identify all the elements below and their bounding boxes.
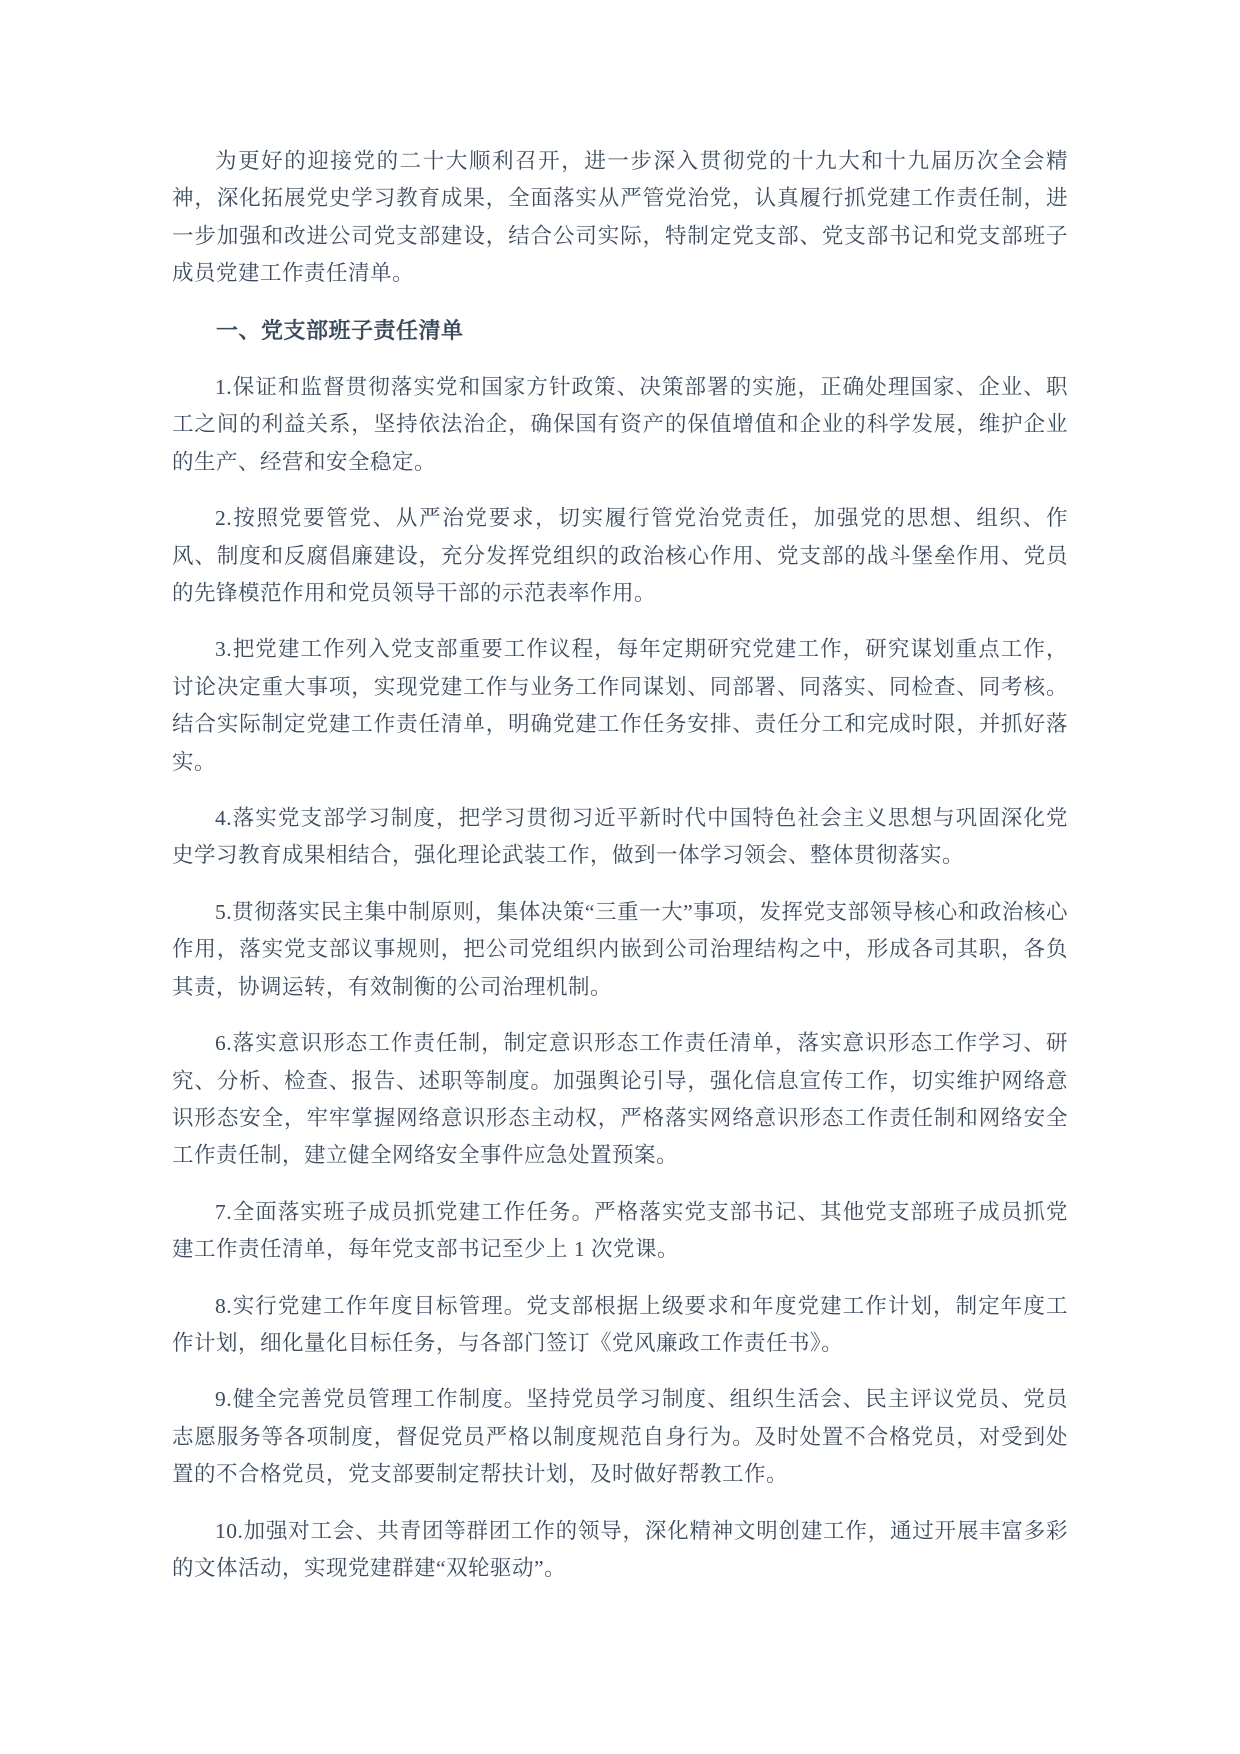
list-item-6: 6.落实意识形态工作责任制，制定意识形态工作责任清单，落实意识形态工作学习、研究、分析、检查、报告、述职等制度。加强舆论引导，强化信息宣传工作，切实维护网络意识形态安全，牢牢掌握网络意识形态主动权，严格落实网络意识形态工作责任制和网络安全工作责任制，建立健全网络安全事件应急处置预案。 bbox=[172, 1031, 1068, 1168]
list-item-4: 4.落实党支部学习制度，把学习贯彻习近平新时代中国特色社会主义思想与巩固深化党史学习教育成果相结合，强化理论武装工作，做到一体学习领会、整体贯彻落实。 bbox=[172, 806, 1068, 868]
list-item-9: 9.健全完善党员管理工作制度。坚持党员学习制度、组织生活会、民主评议党员、党员志愿服务等各项制度，督促党员严格以制度规范自身行为。及时处置不合格党员，对受到处置的不合格党员，党支部要制定帮扶计划，及时做好帮教工作。 bbox=[172, 1387, 1068, 1487]
list-item-10: 10.加强对工会、共青团等群团工作的领导，深化精神文明创建工作，通过开展丰富多彩的文体活动，实现党建群建“双轮驱动”。 bbox=[172, 1518, 1068, 1580]
intro-paragraph: 为更好的迎接党的二十大顺利召开，进一步深入贯彻党的十九大和十九届历次全会精神，深化拓展党史学习教育成果，全面落实从严管党治党，认真履行抓党建工作责任制，进一步加强和改进公司党支部建设，结合公司实际，特制定党支部、党支部书记和党支部班子成员党建工作责任清单。 bbox=[172, 149, 1068, 286]
list-item-2: 2.按照党要管党、从严治党要求，切实履行管党治党责任，加强党的思想、组织、作风、制度和反腐倡廉建设，充分发挥党组织的政治核心作用、党支部的战斗堡垒作用、党员的先锋模范作用和党员领导干部的示范表率作用。 bbox=[172, 506, 1068, 606]
list-item-1: 1.保证和监督贯彻落实党和国家方针政策、决策部署的实施，正确处理国家、企业、职工之间的利益关系，坚持依法治企，确保国有资产的保值增值和企业的科学发展，维护企业的生产、经营和安全稳定。 bbox=[172, 375, 1068, 474]
list-item-7: 7.全面落实班子成员抓党建工作任务。严格落实党支部书记、其他党支部班子成员抓党建工作责任清单，每年党支部书记至少上 1 次党课。 bbox=[172, 1199, 1068, 1262]
list-item-8: 8.实行党建工作年度目标管理。党支部根据上级要求和年度党建工作计划，制定年度工作计划，细化量化目标任务，与各部门签订《党风廉政工作责任书》。 bbox=[172, 1293, 1068, 1355]
section-heading: 一、党支部班子责任清单 bbox=[216, 317, 464, 343]
list-item-3: 3.把党建工作列入党支部重要工作议程，每年定期研究党建工作，研究谋划重点工作，讨论决定重大事项，实现党建工作与业务工作同谋划、同部署、同落实、同检查、同考核。结合实际制定党建工作责任清单，明确党建工作任务安排、责任分工和完成时限，并抓好落实。 bbox=[172, 637, 1068, 774]
list-item-5: 5.贯彻落实民主集中制原则，集体决策“三重一大”事项，发挥党支部领导核心和政治核心作用，落实党支部议事规则，把公司党组织内嵌到公司治理结构之中，形成各司其职，各负其责，协调运转，有效制衡的公司治理机制。 bbox=[172, 899, 1068, 999]
